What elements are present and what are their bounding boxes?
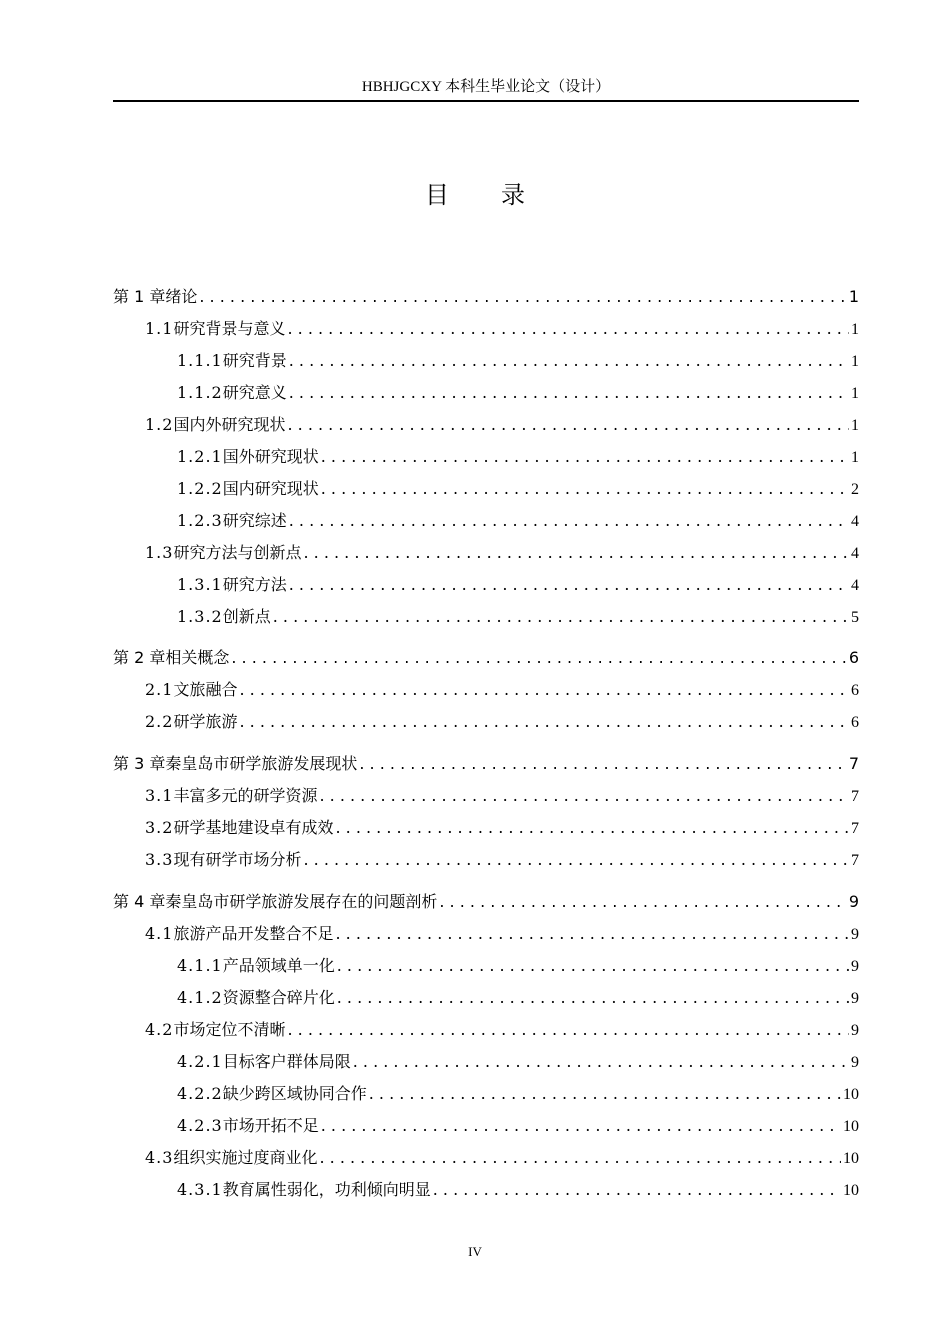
toc-entry-title: 国内外研究现状 (173, 415, 286, 434)
toc-entry-number: 4.2 (145, 1020, 174, 1039)
toc-entry-page: 1 (851, 385, 859, 402)
toc-entry-number: 第 3 章 (113, 754, 166, 773)
toc-entry-title: 研学基地建设卓有成效 (173, 818, 334, 837)
toc-entry-page: 6 (851, 682, 859, 699)
toc-dot-leader (239, 680, 849, 699)
toc-dot-leader (321, 479, 849, 498)
toc-entry-page: 9 (851, 1022, 859, 1039)
toc-section-entry[interactable] (145, 783, 859, 806)
toc-entry-number: 1.1.1 (177, 351, 223, 370)
toc-entry-title: 旅游产品开发整合不足 (173, 924, 334, 943)
toc-section-entry[interactable] (145, 412, 859, 435)
toc-entry-number: 2.2 (145, 712, 174, 731)
toc-entry-page: 9 (851, 958, 859, 975)
toc-entry-title: 研究方法与创新点 (173, 543, 302, 562)
running-header: HBHJGCXY 本科生毕业论文（设计） (361, 79, 611, 95)
toc-dot-leader (287, 1020, 849, 1039)
toc-subsection-entry[interactable] (177, 572, 859, 595)
toc-entry-number: 1.2 (145, 415, 174, 434)
toc-dot-leader (337, 988, 849, 1007)
toc-dot-leader (433, 1180, 841, 1199)
toc-section-entry[interactable] (145, 677, 859, 700)
toc-entry-number: 2.1 (145, 680, 174, 699)
toc-section-entry[interactable] (145, 540, 859, 563)
toc-entry-page: 10 (843, 1182, 859, 1199)
toc-entry-page: 10 (843, 1118, 859, 1135)
toc-entry-title: 组织实施过度商业化 (173, 1148, 318, 1167)
toc-entry-page: 1 (851, 449, 859, 466)
toc-entry-number: 3.2 (145, 818, 174, 837)
toc-entry-page: 2 (851, 481, 859, 498)
toc-entry-title: 秦皇岛市研学旅游发展现状 (165, 754, 358, 773)
toc-entry-page: 10 (843, 1086, 859, 1103)
toc-entry-page: 7 (851, 788, 859, 805)
toc-entry-title: 文旅融合 (173, 680, 238, 699)
toc-section-entry[interactable] (145, 316, 859, 339)
toc-entry-title: 研究意义 (222, 383, 287, 402)
toc-subsection-entry[interactable] (177, 953, 859, 976)
toc-entry-title: 产品领域单一化 (222, 956, 335, 975)
toc-entry-page: 9 (848, 892, 859, 911)
toc-dot-leader (359, 754, 846, 773)
toc-entry-number: 4.3.1 (177, 1180, 223, 1199)
toc-dot-leader (369, 1084, 841, 1103)
toc-entry-number: 1.2.2 (177, 479, 223, 498)
toc-dot-leader (303, 850, 849, 869)
toc-entry-page: 9 (851, 990, 859, 1007)
toc-entry-title: 绪论 (165, 287, 198, 306)
toc-entry-page: 7 (848, 754, 859, 773)
toc-entry-title: 市场开拓不足 (222, 1116, 319, 1135)
toc-dot-leader (353, 1052, 849, 1071)
toc-subsection-entry[interactable] (177, 380, 859, 403)
toc-dot-leader (319, 1148, 841, 1167)
toc-entry-page: 4 (851, 513, 859, 530)
toc-entry-number: 4.1.1 (177, 956, 223, 975)
toc-entry-title: 创新点 (222, 607, 271, 626)
toc-entry-number: 第 1 章 (113, 287, 166, 306)
page-title: 目录 (425, 181, 577, 209)
toc-subsection-entry[interactable] (177, 476, 859, 499)
toc-dot-leader (239, 712, 849, 731)
toc-chapter-entry[interactable] (113, 645, 859, 668)
toc-entry-page: 6 (851, 714, 859, 731)
toc-subsection-entry[interactable] (177, 508, 859, 531)
toc-dot-leader (231, 648, 846, 667)
toc-entry-number: 第 2 章 (113, 648, 166, 667)
toc-entry-title: 相关概念 (165, 648, 230, 667)
toc-entry-page: 7 (851, 820, 859, 837)
toc-dot-leader (289, 575, 849, 594)
toc-entry-title: 国内研究现状 (222, 479, 319, 498)
toc-subsection-entry[interactable] (177, 1113, 859, 1136)
toc-entry-page: 9 (851, 1054, 859, 1071)
toc-entry-title: 现有研学市场分析 (173, 850, 302, 869)
toc-section-entry[interactable] (145, 1145, 859, 1168)
toc-entry-number: 1.3.1 (177, 575, 223, 594)
toc-entry-number: 4.2.3 (177, 1116, 223, 1135)
toc-entry-number: 1.3 (145, 543, 174, 562)
toc-dot-leader (289, 511, 849, 530)
toc-entry-number: 1.1.2 (177, 383, 223, 402)
toc-subsection-entry[interactable] (177, 1177, 859, 1200)
toc-subsection-entry[interactable] (177, 348, 859, 371)
header-rule (113, 100, 859, 102)
toc-entry-number: 1.1 (145, 319, 174, 338)
toc-entry-number: 3.1 (145, 786, 174, 805)
toc-dot-leader (335, 818, 849, 837)
toc-subsection-entry[interactable] (177, 1081, 859, 1104)
toc-entry-title: 研究方法 (222, 575, 287, 594)
toc-entry-title: 丰富多元的研学资源 (173, 786, 318, 805)
toc-entry-page: 7 (851, 852, 859, 869)
toc-entry-page: 6 (848, 648, 859, 667)
toc-entry-number: 4.1.2 (177, 988, 223, 1007)
toc-dot-leader (287, 415, 849, 434)
toc-entry-number: 第 4 章 (113, 892, 166, 911)
toc-section-entry[interactable] (145, 921, 859, 944)
toc-entry-title: 缺少跨区域协同合作 (222, 1084, 367, 1103)
toc-chapter-entry[interactable] (113, 284, 859, 307)
toc-entry-title: 研究背景与意义 (173, 319, 286, 338)
toc-entry-page: 10 (843, 1150, 859, 1167)
toc-entry-number: 3.3 (145, 850, 174, 869)
toc-dot-leader (321, 447, 849, 466)
toc-section-entry[interactable] (145, 1017, 859, 1040)
toc-dot-leader (273, 607, 849, 626)
toc-entry-title: 目标客户群体局限 (222, 1052, 351, 1071)
page-number: IV (468, 1244, 482, 1259)
toc-section-entry[interactable] (145, 815, 859, 838)
toc-entry-number: 1.3.2 (177, 607, 223, 626)
toc-entry-title: 研学旅游 (173, 712, 238, 731)
toc-entry-number: 4.1 (145, 924, 174, 943)
toc-dot-leader (337, 956, 849, 975)
toc-dot-leader (439, 892, 846, 911)
toc-subsection-entry[interactable] (177, 444, 859, 467)
toc-entry-title: 教育属性弱化，功利倾向明显 (222, 1180, 431, 1199)
toc-entry-page: 5 (851, 609, 859, 626)
toc-dot-leader (289, 351, 849, 370)
toc-dot-leader (199, 287, 846, 306)
toc-entry-page: 4 (851, 577, 859, 594)
toc-subsection-entry[interactable] (177, 604, 859, 627)
toc-subsection-entry[interactable] (177, 1049, 859, 1072)
toc-entry-number: 4.3 (145, 1148, 174, 1167)
toc-entry-title: 研究背景 (222, 351, 287, 370)
toc-entry-number: 1.2.3 (177, 511, 223, 530)
toc-entry-title: 研究综述 (222, 511, 287, 530)
toc-dot-leader (335, 924, 849, 943)
toc-dot-leader (303, 543, 849, 562)
toc-subsection-entry[interactable] (177, 985, 859, 1008)
toc-section-entry[interactable] (145, 847, 859, 870)
toc-dot-leader (319, 786, 849, 805)
toc-entry-page: 4 (851, 545, 859, 562)
toc-dot-leader (289, 383, 849, 402)
toc-entry-page: 1 (851, 353, 859, 370)
toc-entry-title: 资源整合碎片化 (222, 988, 335, 1007)
toc-entry-title: 秦皇岛市研学旅游发展存在的问题剖析 (165, 892, 438, 911)
toc-entry-title: 国外研究现状 (222, 447, 319, 466)
toc-entry-page: 1 (851, 417, 859, 434)
toc-chapter-entry[interactable] (113, 751, 859, 774)
toc-chapter-entry[interactable] (113, 889, 859, 912)
toc-entry-number: 4.2.1 (177, 1052, 223, 1071)
toc-entry-page: 9 (851, 926, 859, 943)
toc-entry-page: 1 (851, 321, 859, 338)
toc-section-entry[interactable] (145, 709, 859, 732)
toc-entry-number: 4.2.2 (177, 1084, 223, 1103)
toc-entry-number: 1.2.1 (177, 447, 223, 466)
toc-entry-title: 市场定位不清晰 (173, 1020, 286, 1039)
toc-dot-leader (321, 1116, 841, 1135)
toc-dot-leader (287, 319, 849, 338)
toc-entry-page: 1 (848, 287, 859, 306)
